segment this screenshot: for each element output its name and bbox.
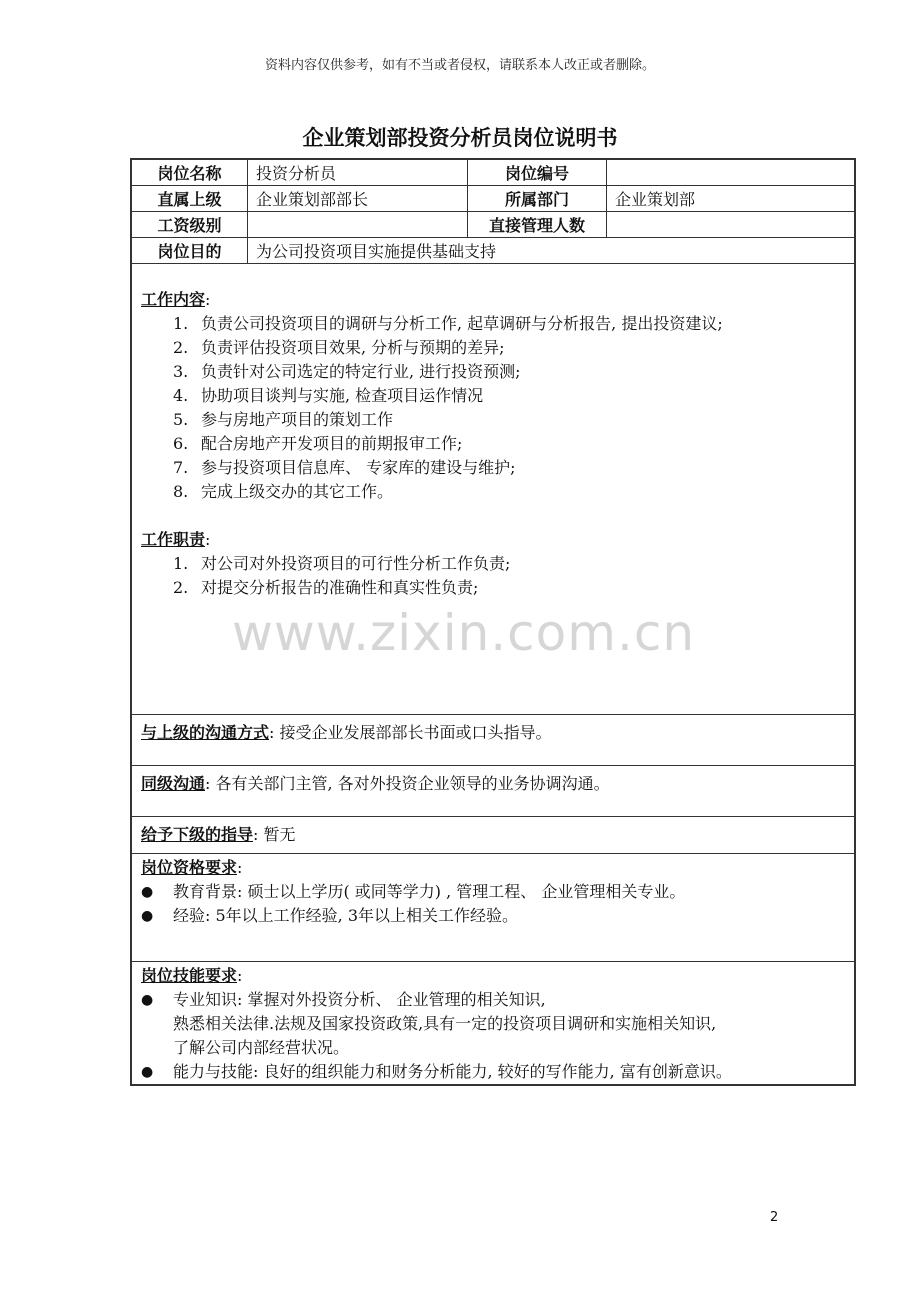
watermark: www.zixin.com.cn [232, 604, 696, 662]
list-item [141, 312, 846, 336]
list-item-text: 对提交分析报告的准确性和真实性负责; [201, 578, 479, 597]
department-value: 企业策划部 [615, 190, 696, 209]
list-item-text: 负责针对公司选定的特定行业, 进行投资预测; [201, 362, 521, 381]
list-item-number: 2. [173, 578, 189, 597]
post-code-value [607, 160, 854, 185]
header-disclaimer: 资料内容仅供参考，如有不当或者侵权，请联系本人改正或者删除。 [264, 58, 655, 73]
list-item [141, 384, 846, 408]
list-item-text: 完成上级交办的其它工作。 [201, 482, 394, 501]
list-item [141, 408, 846, 432]
page-number: 2 [770, 1210, 779, 1225]
list-item-text: 负责评估投资项目效果, 分析与预期的差异; [201, 338, 505, 357]
skill-ability: 能力与技能: 良好的组织能力和财务分析能力, 较好的写作能力, 富有创新意识。 [173, 1062, 732, 1081]
list-item [141, 432, 846, 456]
skills-heading: 岗位技能要求 [141, 966, 238, 985]
salary-label: 工资级别 [132, 212, 248, 237]
list-item-number: 8. [173, 482, 189, 501]
list-item-text: 参与投资项目信息库、 专家库的建设与维护; [201, 458, 516, 477]
bullet-icon: ● [141, 908, 154, 924]
list-item [141, 904, 846, 928]
list-item [141, 576, 846, 600]
list-item [141, 480, 846, 504]
upward-comm-text: : 接受企业发展部部长书面或口头指导。 [269, 723, 552, 742]
list-item [141, 360, 846, 384]
skill-knowledge-line: 熟悉相关法律.法规及国家投资政策,具有一定的投资项目调研和实施相关知识, [173, 1014, 717, 1033]
list-item-text: 负责公司投资项目的调研与分析工作, 起草调研与分析报告, 提出投资建议; [201, 314, 723, 333]
table-row [132, 160, 854, 186]
superior-value: 企业策划部部长 [248, 186, 468, 211]
list-item-number: 1. [173, 314, 189, 333]
list-item-number: 4. [173, 386, 189, 405]
duties-heading: 工作职责 [141, 530, 206, 549]
post-name-label: 岗位名称 [132, 160, 248, 185]
table-row [132, 212, 854, 238]
list-item [141, 1060, 846, 1084]
list-item-text: 对公司对外投资项目的可行性分析工作负责; [201, 554, 511, 573]
list-item [141, 456, 846, 480]
duties-colon: : [205, 530, 211, 549]
list-item-text: 配合房地产开发项目的前期报审工作; [201, 434, 463, 453]
salary-value [248, 212, 468, 237]
post-code-label: 岗位编号 [468, 160, 607, 185]
peer-communication [132, 766, 854, 817]
list-item [141, 552, 846, 576]
list-item-number: 3. [173, 362, 189, 381]
qualifications-section [132, 854, 854, 962]
skill-knowledge-line: 专业知识: 掌握对外投资分析、 企业管理的相关知识, [173, 990, 546, 1009]
bullet-icon: ● [141, 884, 154, 900]
list-item [141, 880, 846, 904]
list-item-number: 5. [173, 410, 189, 429]
post-name-value: 投资分析员 [248, 160, 468, 185]
skills-section [132, 962, 854, 1084]
purpose-label: 岗位目的 [132, 238, 248, 263]
list-item-number: 2. [173, 338, 189, 357]
table-row [132, 238, 854, 264]
bullet-icon: ● [141, 1064, 154, 1080]
duties-list [141, 552, 846, 600]
subordinate-heading: 给予下级的指导 [141, 825, 254, 844]
skill-knowledge [173, 988, 846, 1060]
skill-knowledge-line: 了解公司内部经营状况。 [173, 1038, 350, 1057]
work-content-heading: 工作内容 [141, 290, 206, 309]
list-item [141, 988, 846, 1060]
bullet-icon: ● [141, 992, 154, 1008]
subordinate-text: : 暂无 [253, 825, 296, 844]
managed-count-label: 直接管理人数 [468, 212, 607, 237]
table-row [132, 186, 854, 212]
qualification-education: 教育背景: 硕士以上学历( 或同等学力) , 管理工程、 企业管理相关专业。 [173, 882, 686, 901]
managed-count-value [607, 212, 854, 237]
work-content-colon: : [205, 290, 211, 309]
department-label: 所属部门 [468, 186, 607, 211]
page-title: 企业策划部投资分析员岗位说明书 [302, 126, 618, 150]
list-item-number: 1. [173, 554, 189, 573]
qualifications-colon: : [237, 858, 243, 877]
peer-comm-text: : 各有关部门主管, 各对外投资企业领导的业务协调沟通。 [205, 774, 610, 793]
peer-comm-heading: 同级沟通 [141, 774, 206, 793]
qualifications-heading: 岗位资格要求 [141, 858, 238, 877]
list-item-number: 7. [173, 458, 189, 477]
superior-label: 直属上级 [132, 186, 248, 211]
skills-colon: : [237, 966, 243, 985]
list-item [141, 336, 846, 360]
subordinate-guidance [132, 817, 854, 854]
qualification-experience: 经验: 5年以上工作经验, 3年以上相关工作经验。 [173, 906, 519, 925]
upward-comm-heading: 与上级的沟通方式 [141, 723, 270, 742]
purpose-value: 为公司投资项目实施提供基础支持 [256, 242, 497, 261]
upward-communication [132, 715, 854, 766]
list-item-text: 协助项目谈判与实施, 检查项目运作情况 [201, 386, 484, 405]
list-item-text: 参与房地产项目的策划工作 [201, 410, 394, 429]
list-item-number: 6. [173, 434, 189, 453]
work-content-list [141, 312, 846, 504]
